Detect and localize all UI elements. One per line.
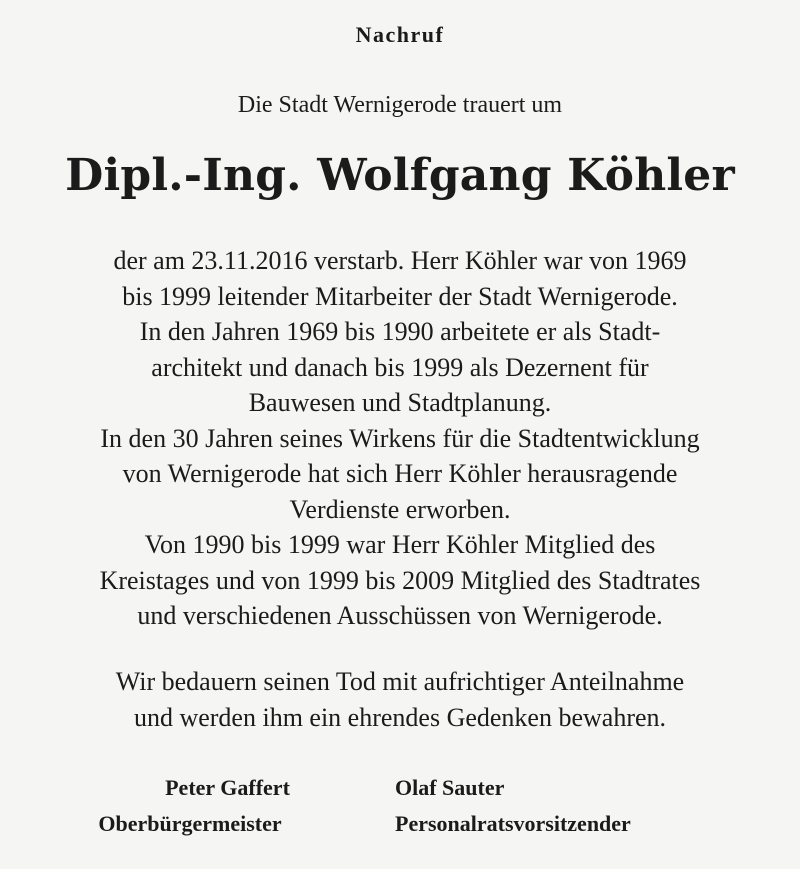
body-line: In den Jahren 1969 bis 1990 arbeitete er als Stadt- — [139, 317, 661, 346]
deceased-name: Dipl.-Ing. Wolfgang Köhler — [65, 150, 735, 201]
signatory-name: Olaf Sauter — [395, 775, 505, 800]
body-line: von Wernigerode hat sich Herr Köhler herausragende — [122, 459, 678, 488]
body-line: Kreistages und von 1999 bis 2009 Mitglied des Stadtrates — [99, 565, 701, 595]
body-line: bis 1999 leitender Mitarbeiter der Stadt Wernigerode. — [122, 281, 678, 311]
signature-block-mayor — [0, 770, 380, 842]
closing-line: und werden ihm ein ehrendes Gedenken bewahren. — [133, 703, 667, 732]
signatory-title: Personalratsvorsitzender — [395, 811, 631, 836]
intro-line: Die Stadt Wernigerode trauert um — [237, 92, 563, 118]
body-line: der am 23.11.2016 verstarb. Herr Köhler war von 1969 — [113, 246, 687, 275]
body-line: und verschiedenen Ausschüssen von Wernigerode. — [137, 601, 663, 630]
signatory-title: Oberbürgermeister — [98, 811, 282, 836]
body-line: Bauwesen und Stadtplanung. — [248, 388, 552, 417]
body-line: Von 1990 bis 1999 war Herr Köhler Mitglied des — [144, 530, 656, 559]
notice-heading: Nachruf — [355, 22, 445, 47]
body-line: In den 30 Jahren seines Wirkens für die Stadtentwicklung — [100, 423, 700, 453]
signature-block-council — [395, 770, 631, 842]
closing-text — [0, 664, 800, 736]
body-line: Verdienste erworben. — [289, 494, 511, 524]
obituary-body — [0, 243, 800, 634]
body-line: architekt und danach bis 1999 als Dezernent für — [151, 352, 649, 382]
signatory-name: Peter Gaffert — [165, 775, 290, 800]
closing-line: Wir bedauern seinen Tod mit aufrichtiger Anteilnahme — [115, 667, 685, 696]
